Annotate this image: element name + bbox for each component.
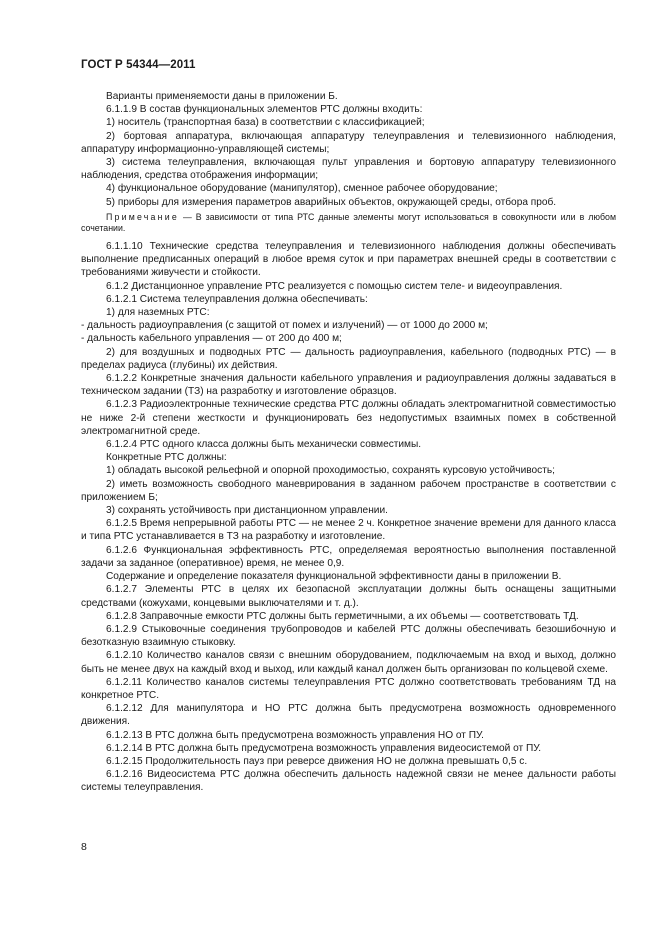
note bbox=[81, 212, 616, 235]
paragraph: 6.1.2.14 В РТС должна быть предусмотрена возможность управления видеосистемой от ПУ. bbox=[106, 742, 542, 754]
list-item: 2) бортовая аппаратура, включающая аппаратуру телеуправления и телевизионного наблюдения, аппаратуру информационно-управляющей системы; bbox=[81, 130, 616, 155]
paragraph: 6.1.2.12 Для манипулятора и НО РТС должна быть предусмотрена возможность одновременного движения. bbox=[81, 703, 616, 728]
page-number: 8 bbox=[81, 841, 87, 853]
paragraph: 6.1.2.6 Функциональная эффективность РТС, определяемая вероятностью выполнения поставленной задачи за заданное (оперативное) время, не менее 0,9. bbox=[81, 544, 616, 569]
paragraph: 6.1.2.7 Элементы РТС в целях их безопасной эксплуатации должны быть оснащены защитными средствами (кожухами, концевыми выключателями и т. д.). bbox=[81, 584, 616, 609]
paragraph: 6.1.2.15 Продолжительность пауз при реверсе движения НО не должна превышать 0,5 с. bbox=[106, 755, 528, 767]
note-label: Примечание bbox=[106, 211, 179, 222]
paragraph: 6.1.1.10 Технические средства телеуправления и телевизионного наблюдения должны обеспечивать выполнение предписанных операций в любое время суток и при параметрах внешней среды в соответствии с требованиями живучести и стойкости. bbox=[81, 241, 616, 279]
paragraph: Варианты применяемости даны в приложении Б. bbox=[106, 91, 338, 102]
paragraph: 6.1.2.8 Заправочные емкости РТС должны быть герметичными, а их объемы — соответствовать ТД. bbox=[106, 610, 579, 622]
list-item: - дальность радиоуправления (с защитой от помех и излучений) — от 1000 до 2000 м; bbox=[81, 320, 488, 332]
list-item: 1) для наземных РТС: bbox=[106, 307, 210, 319]
paragraph: 6.1.2 Дистанционное управление РТС реализуется с помощью систем теле- и видеоуправления. bbox=[106, 280, 563, 292]
paragraph: 6.1.2.10 Количество каналов связи с внешним оборудованием, подключаемым на вход и выход, должно быть не менее двух на каждый вход и выход, или каждый канал должен быть организован по кольцевой схеме. bbox=[81, 650, 616, 675]
list-item: 1) обладать высокой рельефной и опорной проходимостью, сохранять курсовую устойчивость; bbox=[106, 465, 555, 477]
paragraph: 6.1.2.1 Система телеуправления должна обеспечивать: bbox=[106, 293, 368, 305]
paragraph: Содержание и определение показателя функциональной эффективности даны в приложении В. bbox=[106, 571, 562, 583]
paragraph: 6.1.2.13 В РТС должна быть предусмотрена возможность управления НО от ПУ. bbox=[106, 729, 484, 741]
paragraph: 6.1.2.11 Количество каналов системы телеуправления РТС должно соответствовать требованиям ТД на конкретное РТС. bbox=[81, 676, 616, 701]
paragraph: 6.1.1.9 В состав функциональных элементов РТС должны входить: bbox=[106, 104, 423, 116]
list-item: 3) система телеуправления, включающая пульт управления и бортовую аппаратуру телевизионного наблюдения, средства отображения информации; bbox=[81, 157, 616, 182]
list-item: - дальность кабельного управления — от 200 до 400 м; bbox=[81, 333, 342, 345]
list-item: 2) иметь возможность свободного маневрирования в заданном рабочем пространстве в соответствии с приложением Б; bbox=[81, 478, 616, 503]
paragraph: 6.1.2.9 Стыковочные соединения трубопроводов и кабелей РТС должны обеспечивать безошибочную и безотказную взаимную стыковку. bbox=[81, 623, 616, 649]
list-item: 2) для воздушных и подводных РТС — дальность радиоуправления, кабельного (подводных РТС) — в пределах радиуса (глубины) их действия. bbox=[81, 346, 616, 371]
document-body bbox=[81, 90, 616, 795]
document-header: ГОСТ Р 54344—2011 bbox=[81, 59, 196, 71]
paragraph: 6.1.2.3 Радиоэлектронные технические средства РТС должны обладать электромагнитной совместимостью не ниже 2-й степени жесткости и функционировать без недопустимых взаимных помех в собственной электромагнитной среде. bbox=[81, 399, 616, 437]
paragraph: 6.1.2.2 Конкретные значения дальности кабельного управления и радиоуправления должны задаваться в техническом задании (ТЗ) на разработку и изготовление образцов. bbox=[81, 373, 616, 398]
paragraph: 6.1.2.5 Время непрерывной работы РТС — не менее 2 ч. Конкретное значение времени для данного класса и типа РТС устанавливается в ТЗ на разработку и изготовление. bbox=[81, 518, 616, 543]
list-item: 1) носитель (транспортная база) в соответствии с классификацией; bbox=[106, 117, 425, 129]
paragraph: Конкретные РТС должны: bbox=[106, 452, 227, 464]
list-item: 4) функциональное оборудование (манипулятор), сменное рабочее оборудование; bbox=[106, 183, 498, 195]
note-text: — В зависимости от типа РТС данные элементы могут использоваться в совокупности или в любом сочетании. bbox=[81, 211, 616, 234]
paragraph: 6.1.2.4 РТС одного класса должны быть механически совместимы. bbox=[106, 439, 422, 451]
list-item: 5) приборы для измерения параметров аварийных объектов, окружающей среды, отбора проб. bbox=[106, 196, 557, 208]
list-item: 3) сохранять устойчивость при дистанционном управлении. bbox=[106, 505, 388, 517]
paragraph: 6.1.2.16 Видеосистема РТС должна обеспечить дальность надежной связи не менее дальности работы системы телеуправления. bbox=[81, 769, 616, 794]
